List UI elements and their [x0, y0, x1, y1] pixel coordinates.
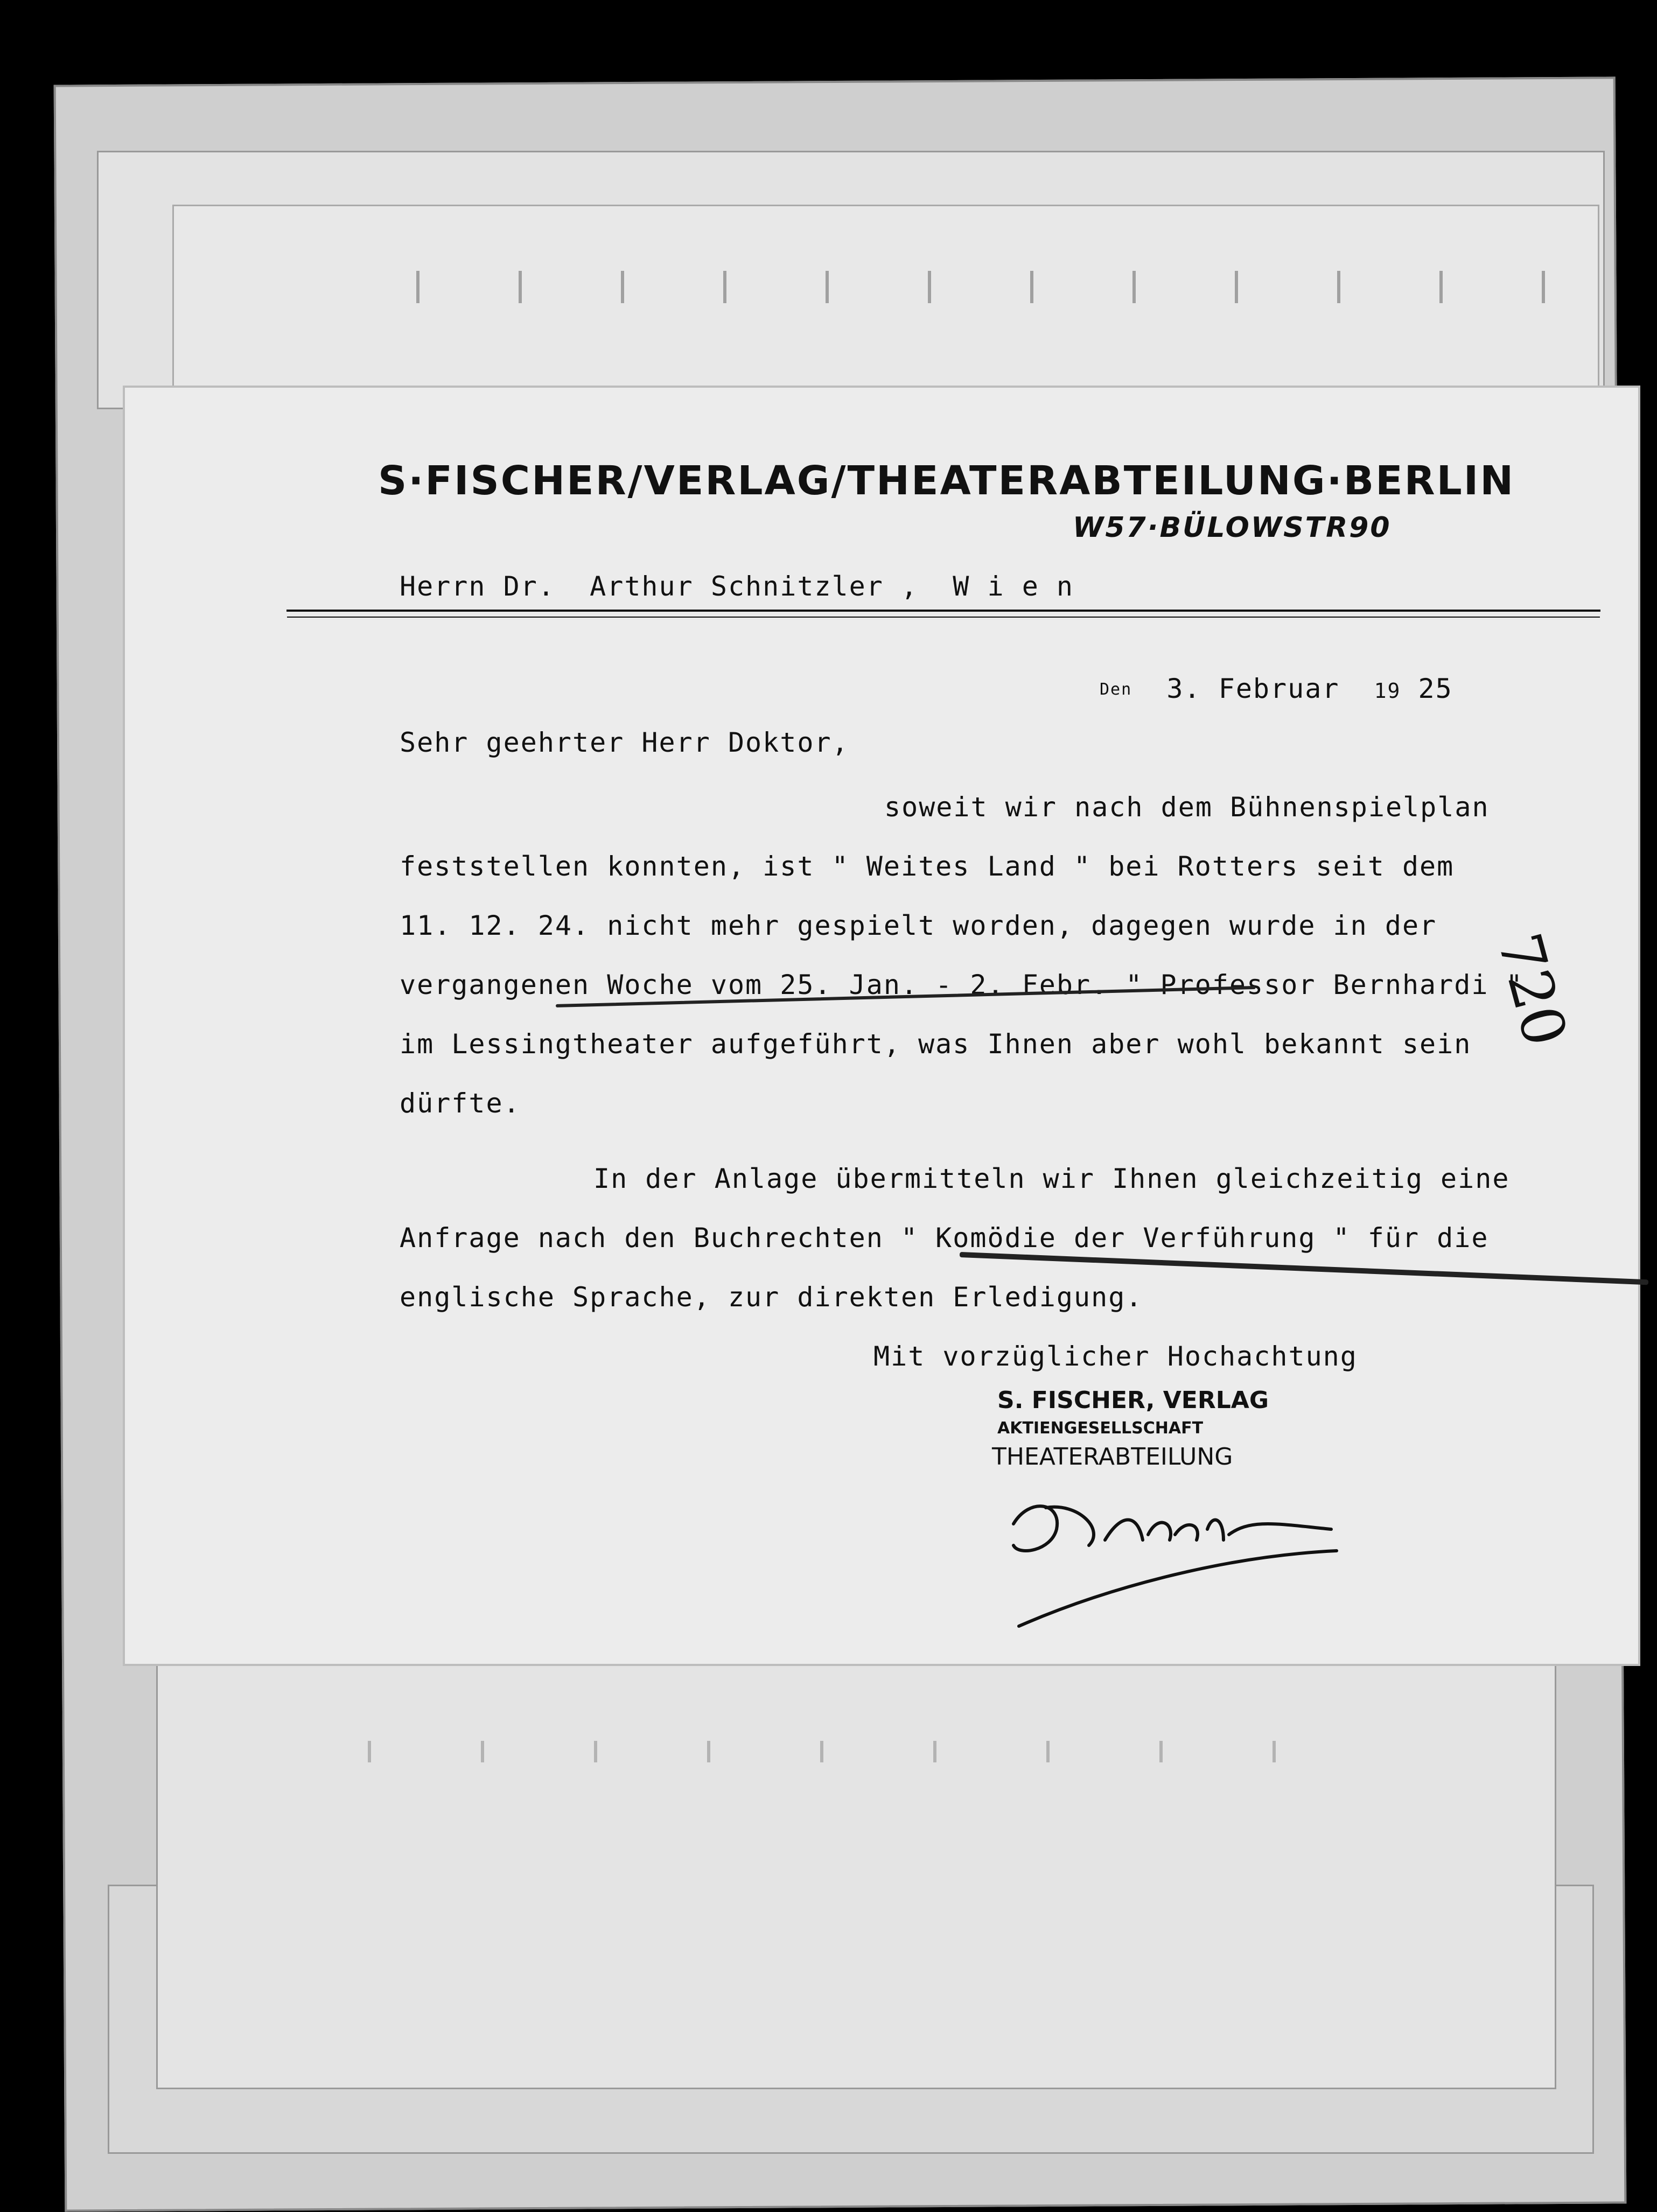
- letterhead-address: W57·BÜLOWSTR90: [1073, 512, 1392, 544]
- recipient-line: Herrn Dr. Arthur Schnitzler , W i e n: [400, 571, 1074, 602]
- body-line-1: soweit wir nach dem Bühnenspielplan: [884, 792, 1490, 823]
- stamp-line-2: AKTIENGESELLSCHAFT: [997, 1419, 1204, 1438]
- closing: Mit vorzüglicher Hochachtung: [873, 1341, 1358, 1372]
- body-line-4: vergangenen Woche vom 25. Jan. - 2. Febr. " Professor Bernhardi ": [400, 969, 1523, 1000]
- stamp-line-3: THEATERABTEILUNG: [992, 1443, 1233, 1471]
- stamp-line-1: S. FISCHER, VERLAG: [997, 1387, 1269, 1414]
- letter-page: [125, 388, 1638, 1664]
- letterhead-rule: [286, 610, 1600, 612]
- body-line-8: Anfrage nach den Buchrechten " Komödie der Verführung " für die: [400, 1222, 1489, 1254]
- background-sheet-upper-inner: [172, 205, 1599, 409]
- body-line-2: feststellen konnten, ist " Weites Land " bei Rotters seit dem: [400, 851, 1455, 882]
- date-day-month: 3. Februar: [1166, 673, 1340, 704]
- handwritten-signature: [997, 1465, 1374, 1637]
- date-year-suffix: 25: [1418, 673, 1453, 704]
- letterhead-title: S·FISCHER/VERLAG/THEATERABTEILUNG·BERLIN: [378, 458, 1515, 504]
- pencil-underline-2: [960, 1252, 1648, 1285]
- body-line-6: dürfte.: [400, 1088, 521, 1119]
- date-year-prefix: 19: [1374, 679, 1401, 703]
- body-line-9: englische Sprache, zur direkten Erledigung.: [400, 1282, 1143, 1313]
- salutation: Sehr geehrter Herr Doktor,: [400, 727, 849, 758]
- archive-page-number: 720: [1484, 926, 1581, 1053]
- body-line-3: 11. 12. 24. nicht mehr gespielt worden, dagegen wurde in der: [400, 910, 1437, 941]
- background-sheet-bottom: [156, 1642, 1556, 2089]
- date-prefix: Den: [1100, 680, 1132, 699]
- date-line: [1100, 673, 1453, 704]
- body-line-5: im Lessingtheater aufgeführt, was Ihnen aber wohl bekannt sein: [400, 1028, 1472, 1060]
- body-line-7: In der Anlage übermitteln wir Ihnen gleichzeitig eine: [593, 1163, 1510, 1194]
